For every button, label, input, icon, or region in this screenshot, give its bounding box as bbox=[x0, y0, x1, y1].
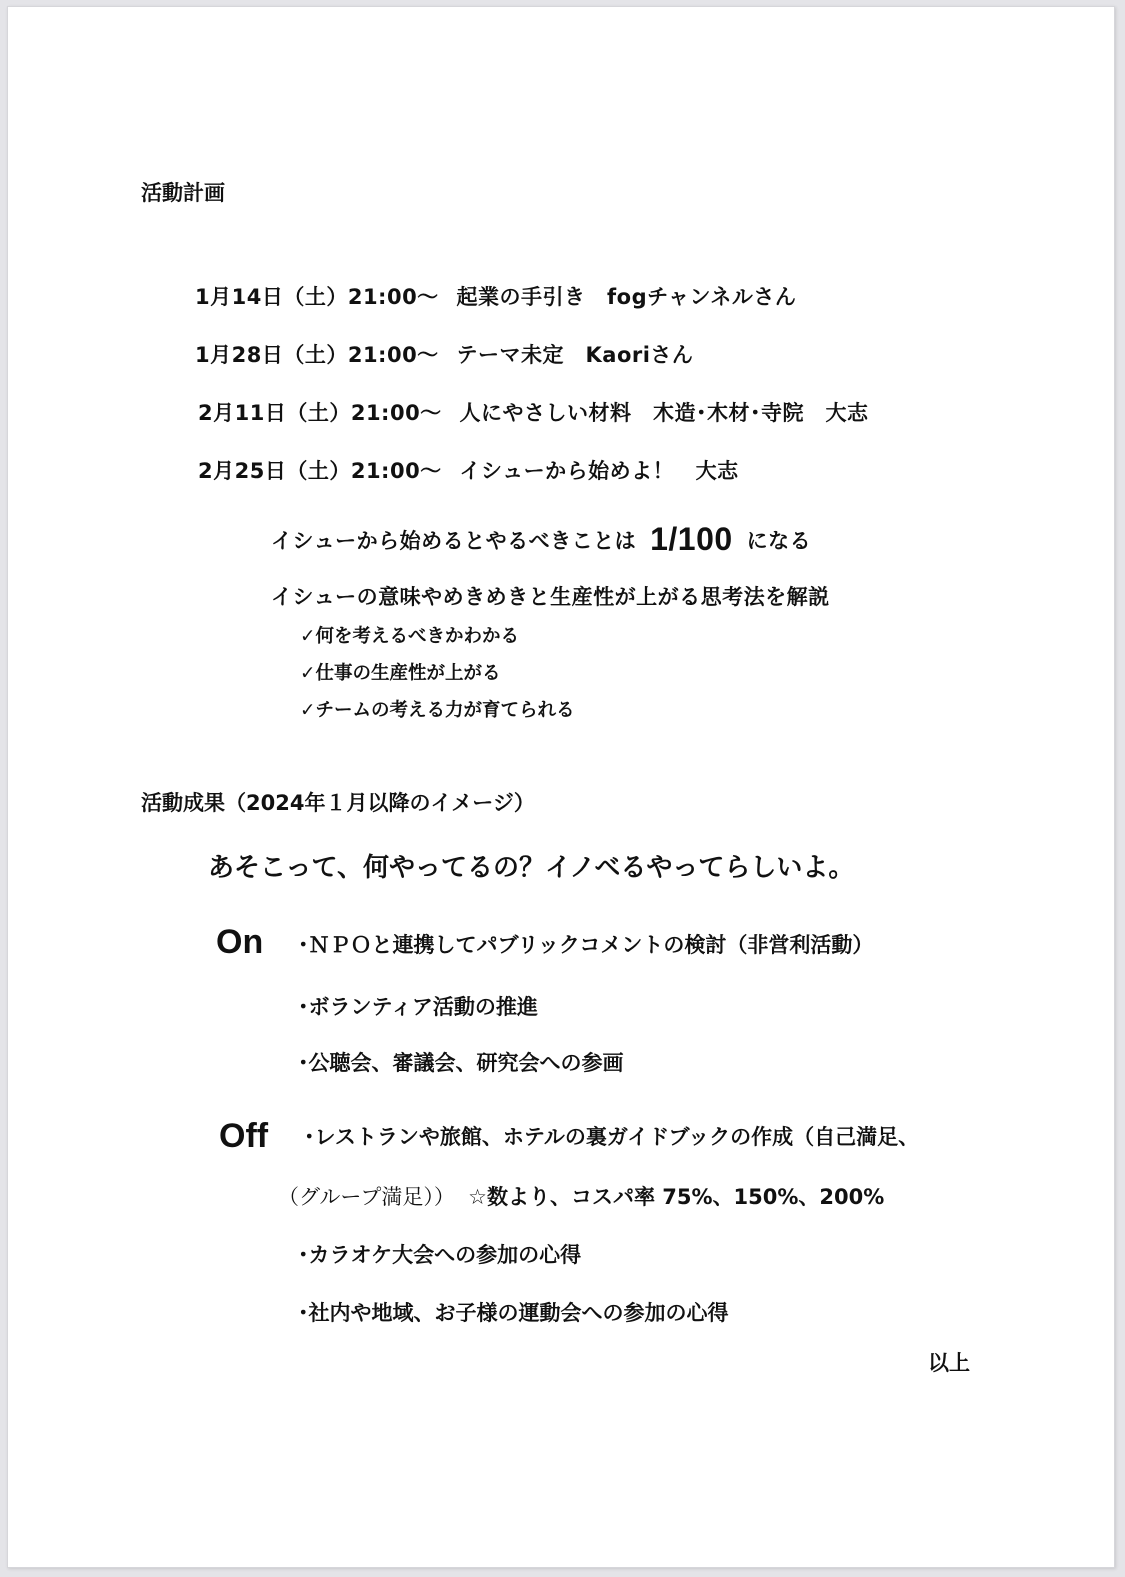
issue-line-text: イシューから始めるとやるべきことは bbox=[271, 529, 637, 553]
off-item-cost: ☆数より、コスパ率 75%、150%、200% bbox=[468, 1185, 885, 1209]
off-item-continuation bbox=[278, 1187, 884, 1208]
off-item: ･レストランや旅館、ホテルの裏ガイドブックの作成（自己満足、 bbox=[304, 1125, 920, 1149]
schedule-row bbox=[195, 287, 796, 308]
closing-text: 以上 bbox=[928, 1351, 970, 1375]
plan-heading: 活動計画 bbox=[141, 181, 225, 205]
slogan: あそこって、何やってるの？イノベるやってらしいよ。 bbox=[208, 853, 855, 883]
results-heading: 活動成果（2024年１月以降のイメージ） bbox=[141, 791, 535, 815]
off-item: ･社内や地域、お子様の運動会への参加の心得 bbox=[298, 1301, 729, 1325]
check-item: ✓何を考えるべきかわかる bbox=[300, 626, 520, 647]
schedule-date: 1月14日（土）21:00～ bbox=[195, 285, 439, 309]
check-item: ✓チームの考える力が育てられる bbox=[300, 700, 575, 721]
check-item: ✓仕事の生産性が上がる bbox=[300, 663, 501, 684]
off-item-note: （グループ満足）） bbox=[278, 1185, 455, 1209]
on-label: On bbox=[216, 923, 264, 961]
schedule-row bbox=[198, 403, 869, 424]
document-page bbox=[7, 6, 1115, 1568]
schedule-date: 2月11日（土）21:00～ bbox=[198, 401, 442, 425]
schedule-topic: イシューから始めよ！ 大志 bbox=[459, 459, 739, 483]
on-item: ･ボランティア活動の推進 bbox=[298, 995, 538, 1019]
issue-line bbox=[271, 523, 811, 555]
schedule-date: 2月25日（土）21:00～ bbox=[198, 459, 442, 483]
schedule-row bbox=[198, 461, 739, 482]
issue-ratio: 1/100 bbox=[650, 521, 733, 557]
schedule-topic: テーマ未定 Kaoriさん bbox=[456, 343, 694, 367]
issue-line-suffix: になる bbox=[746, 529, 812, 553]
schedule-row bbox=[195, 345, 693, 366]
on-item: ･公聴会、審議会、研究会への参画 bbox=[298, 1051, 624, 1075]
on-item: ･ＮＰＯと連携してパブリックコメントの検討（非営利活動） bbox=[298, 933, 874, 957]
off-item: ･カラオケ大会への参加の心得 bbox=[298, 1243, 582, 1267]
schedule-topic: 人にやさしい材料 木造･木材･寺院 大志 bbox=[459, 401, 869, 425]
schedule-topic: 起業の手引き fogチャンネルさん bbox=[456, 285, 797, 309]
explain-line: イシューの意味やめきめきと生産性が上がる思考法を解説 bbox=[271, 585, 830, 609]
schedule-date: 1月28日（土）21:00～ bbox=[195, 343, 439, 367]
off-label: Off bbox=[219, 1117, 269, 1155]
